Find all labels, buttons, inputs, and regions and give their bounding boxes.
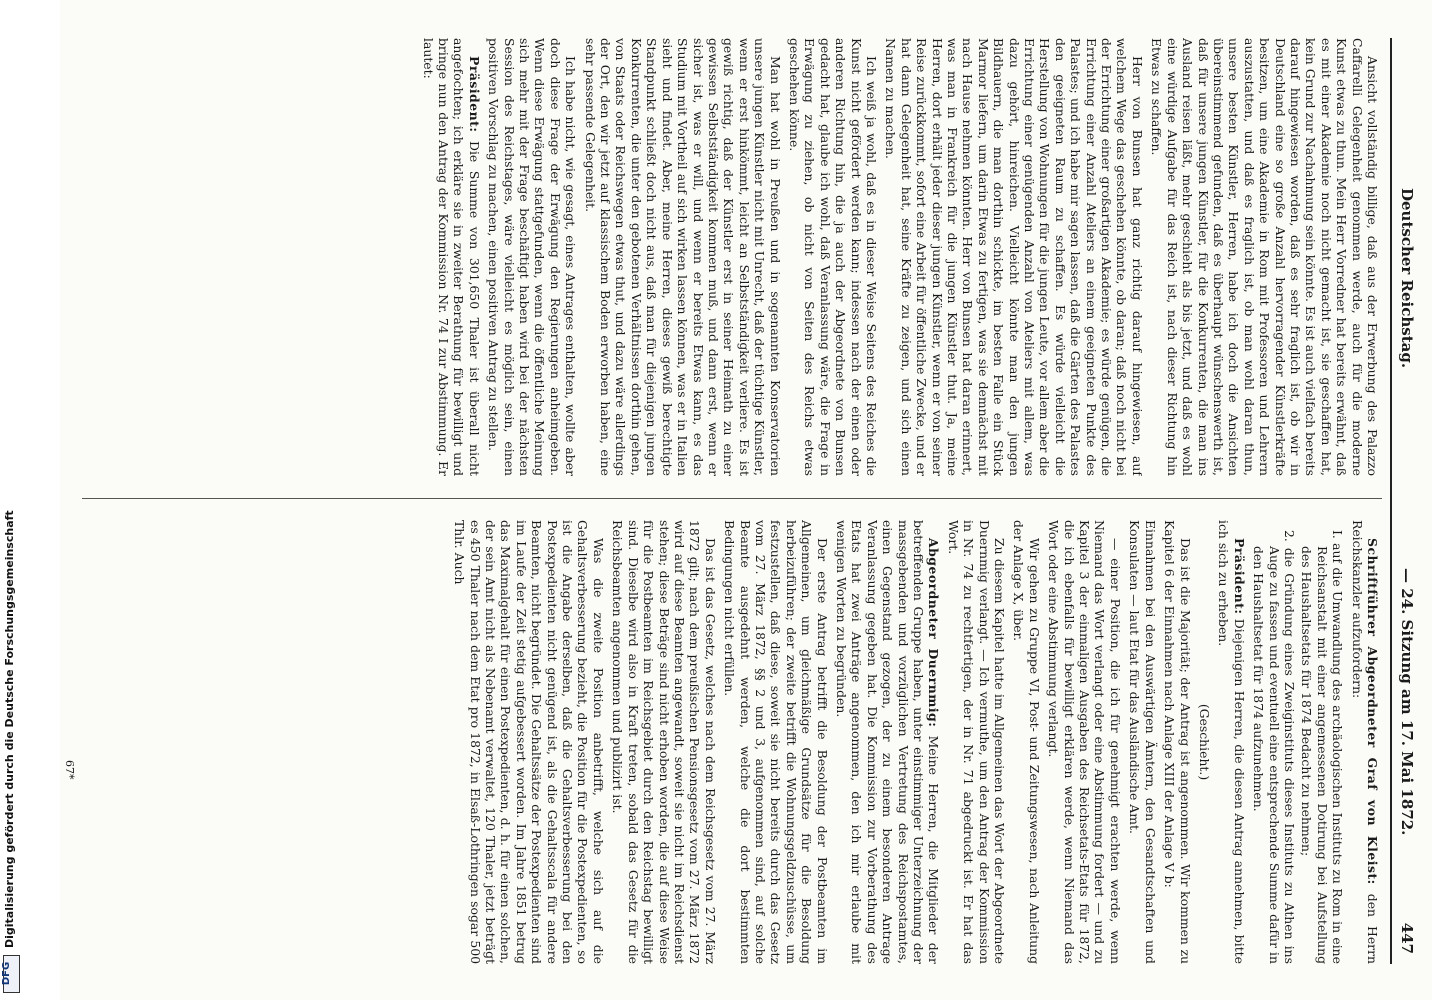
paragraph [1127, 520, 1158, 964]
paragraph-text: Die Summe von 301,650 Thaler ist überall nicht angefochten; ich erkläre sie in zweiter Berathung für bewilligt und bringe nun den Antrag der Kommission Nr. 74 I zur Abstimmung. Er lautet: [420, 38, 482, 476]
paragraph-text: Meine Herren, die Mitglieder der betreffenden Gruppe haben, unter einstimmiger Unterzeichnung der massgebenden und vorzüglichen Vertretung des Reichspostamtes, einen Gegenstand gezogen, der zu einem besonderen Antrage Veranlassung gegeben hat. Die Kommission zur Vorberathung des Etats hat zwei Anträge angenommen, den ich mir erlaube mit wenigen Worten zu begründen. [834, 520, 942, 964]
digitization-credit-strip [0, 0, 24, 1000]
paragraph [486, 38, 578, 476]
dfg-logo [3, 955, 20, 993]
paragraph-text: Einnahmen bei den Auswärtigen Ämtern, den Gesandtschaften und Konsulaten — laut Etat für das Ausländische Amt. [1127, 520, 1158, 964]
paragraph-text: — einer Position, die ich für genehmigt erachten werde, wenn Niemand das Wort verlangt oder eine Abstimmung fordert — und zu Kapitel 3 der einmaligen Ausgaben des Reichsetats-Etats für 1872, die ich ebenfalls für bewilligt erklären werde, wenn Niemand das Wort oder eine Abstimmung verlangt. [1046, 520, 1123, 964]
paragraph [1197, 520, 1212, 964]
speaker-name: Präsident: [466, 56, 482, 133]
paragraph [1046, 520, 1123, 964]
signature-mark: 67* [63, 760, 76, 780]
paragraph [722, 520, 830, 964]
speaker-name: Abgeordneter Duernmig: [926, 538, 942, 728]
speaker-name: Schriftführer Abgeordneter Graf von Kleist: [1365, 538, 1380, 885]
paragraph-text: Zu diesem Kapitel hatte im Allgemeinen das Wort der Abgeordnete Duernmig verlangt. — Ich vermuthe, um den Antrag der Kommission in Nr. 74 zu rechtfertigen, der in Nr. 71 abgedruckt ist. Er hat das Wort. [945, 520, 1008, 964]
paragraph-text: Das ist die Majorität; der Antrag ist angenommen. Wir kommen zu Kapitel 6 der Einnahmen nach Anlage XIII der Anlage V b: [1162, 520, 1193, 964]
paragraph-text: Wir gehen zu Gruppe VI, Post- und Zeitungswesen, nach Anleitung der Anlage X, über. [1011, 520, 1042, 964]
header-session-title: — 24. Sitzung am 17. Mai 1872. [1398, 568, 1416, 836]
digitization-credit-text: Digitalisierung gefördert durch die Deutsche Forschungsgemeinschaft [3, 510, 16, 948]
column-divider [82, 498, 1382, 499]
paragraph [1162, 520, 1193, 964]
paragraph [1349, 520, 1380, 964]
list-item: I. auf die Umwandlung des archäologischen Instituts zu Rom in eine Reichsanstalt mit einer angemessenen Dotirung bei Aufstellung des Haushaltsetats für 1874 Bedacht zu nehmen; [1299, 530, 1346, 964]
list-item: 2. die Gründung eines Zweiginstituts dieses Instituts zu Athen ins Auge zu fassen und eventuell eine entsprechende Summe dafür in den Haushaltsetat für 1874 aufzunehmen. [1251, 530, 1297, 964]
header-publication-title: Deutscher Reichstag. [1398, 188, 1416, 369]
page-number: 447 [1398, 922, 1416, 954]
right-column [90, 520, 1380, 964]
paragraph [610, 520, 718, 964]
paragraph-text: Man hat wohl in Preußen und in sogenannten Konservatorien unsere jungen Künstler nicht mit Unrecht, daß der tüchtige Künstler, wenn er erst hinkömmt, leicht an Selbstständigkeit verliere. Es ist gewiß richtig, daß der Künstler erst in seiner Heimath zu einer gewissen Selbstständigkeit kommen muß, und dann erst, wenn er sicher ist, was er will, und wenn er bereits Etwas kann, es das Studium mit Vortheil auf sich wirken lassen können, was er in Italien sieht und findet. Aber, meine Herren, dieses gewiß berechtigte Standpunkt schließt doch nicht aus, daß man für diejenigen jungen Konkurrenten, die unter den gebotenen Verhältnissen dorthin gehen, von Staats oder Reichswegen etwas thut, und dazu wäre allerdings der Ort, den wir jetzt auf klassischem Boden erworben haben, eine sehr passende Gelegenheit. [582, 38, 783, 476]
paragraph-text: Was die zweite Position anbetrifft, welche sich auf die Gehaltsverbesserung bezieht, die Position für die Postexpedienten, so ist die Angabe derselben, daß die Gehaltsverbesserung bei den Postexpedienten nicht genügend ist, als die Gehaltsscala für andere Beamten, nicht begründet. Die Gehaltssätze der Postexpedienten sind im Laufe der Zeit stetig aufgebessert worden. Im Jahre 1851 betrug das Maximalgehalt für einen Postexpedienten, d. h. für einen solchen, der sein Amt nicht als Nebenamt verwaltet, 120 Thaler, jetzt beträgt es 450 Thaler nach dem Etat pro 1872, in Elsaß-Lothringen sogar 500 Thlr. Auch [452, 520, 606, 964]
paragraph [420, 38, 482, 476]
paragraph [945, 520, 1007, 964]
paragraph-text: Ich habe nicht, wie gesagt, eines Antrages enthalten, wollte aber doch diese Frage der Erwägung den Regierungen anheimgeben. Wenn diese Erwägung stattgefunden, wenn die öffentliche Meinung sich mehr mit der Frage beschäftigt haben wird bei der nächsten Session des Reichstages, wäre vielleicht es möglich sein, einen positiven Vorschlag zu machen, einen positiven Antrag zu stellen. [486, 38, 579, 476]
paragraph [582, 38, 782, 476]
paragraph-text: Ich weiß ja wohl, daß es in dieser Weise Seitens des Reiches die Kunst nicht gefördert werden kann; indessen nach der einen oder anderen Richtung hin, die ja auch der Abgeordnete von Bunsen gedacht hat, glaube ich wohl, daß Veranlassung wäre, die Frage in Erwägung zu ziehen, ob nicht von Seiten des Reichs etwas geschehen könne. [786, 38, 879, 476]
paragraph [1011, 520, 1042, 964]
scanned-page [60, 0, 1432, 1000]
paragraph [1149, 38, 1380, 476]
paragraph-text: den Herrn Reichskanzler aufzufordern: [1349, 520, 1380, 964]
paragraph [787, 38, 879, 476]
paragraph-text: Diejenigen Herren, die diesen Antrag annehmen, bitte ich sich zu erheben. [1216, 520, 1247, 964]
numbered-list [1251, 520, 1345, 964]
paragraph [834, 520, 942, 964]
page-header [1390, 38, 1418, 964]
dfg-logo-text: DFG [1, 961, 13, 986]
paragraph [883, 38, 1145, 476]
paragraph-text: Der erste Antrag betrifft die Besoldung der Postbeamten im Allgemeinen, um gleichmäßige Grundsätze für die Besoldung herbeizuführen; der zweite betrifft die Wohnungsgeldzuschüsse, um festzustellen, daß diese, soweit sie nicht bereits durch das Gesetz vom 27. März 1872, §§ 2 und 3, aufgenommen sind, auf solche Beamte ausgedehnt werden, welche die dort bestimmten Bedingungen nicht erfüllen. [722, 520, 830, 964]
paragraph [452, 520, 606, 964]
paragraph [1216, 520, 1247, 964]
speaker-name: Präsident: [1231, 538, 1247, 615]
paragraph-text: Ansicht vollständig billige, daß aus der Erwerbung des Palazzo Caffarelli Gelegenheit genommen werde, auch für die moderne Kunst etwas zu thun. Mein Herr Vorredner hat bereits erwähnt, daß es mit einer Akademie noch nicht gemacht ist, sie geschaffen hat, kein Grund zur Nachahmung sein könnte. Es ist auch vielfach bereits darauf hingewiesen worden, daß es sehr fraglich ist, ob wir in Deutschland eine so große Anzahl hervorragender Künstlerkräfte besitzen, um eine Akademie in Rom mit Professoren und Lehrern auszustatten, und daß es fraglich ist, ob man wohl daran thun, unsere besten Künstler, Herren, habe ich doch die Ansichten übereinstimmend gefunden, daß es überhaupt wünschenswerth ist, daß für unsere jungen Künstler, für die Konkurrenten, die man ins Ausland reisen läßt, mehr geschieht als bis jetzt, und daß es wohl eine würdige Aufgabe für das Reich ist, nach dieser Richtung hin Etwas zu schaffen. [1149, 38, 1380, 476]
left-column [90, 38, 1380, 476]
paragraph-text: Herr von Bunsen hat ganz richtig darauf hingewiesen, auf welchem Wege das geschehen könnte, ob daran; daß noch nicht bei der Errichtung einer großartigen Akademie; es würde genügen, die Errichtung einer Anzahl Ateliers an einem geeigneten Punkte des Palastes; und ich habe mir sagen lassen, daß die Gärten des Palastes den geeigneten Raum zu schaffen. Es würde vielleicht die Herstellung von Wohnungen für die jungen Leute, vor allem aber die Errichtung einer genügenden Anzahl von Ateliers mit allem, was dazu gehört, hinreichen. Vielleicht könnte man den jungen Bildhauern, die man dorthin schickte, im besten Falle ein Stück Marmor liefern, um darin Etwas zu fertigen, was sie demnächst mit nach Hause nehmen könnten. Herr von Bunsen hat daran erinnert, was man in Frankreich für die jungen Künstler thut. Ja, meine Herren, dort erhält jeder dieser jungen Künstler, wenn er von seiner Reise zurückkommt, sofort eine Arbeit für öffentliche Zwecke, und er hat dann Gelegenheit hat, seine Kräfte zu zeigen, und sich einen Namen zu machen. [883, 38, 1145, 476]
paragraph-text: (Geschieht.) [1196, 703, 1212, 781]
paragraph-text: Das ist das Gesetz, welches nach dem Reichsgesetz vom 27. März 1872 gilt; nach dem preußischen Pensionsgesetz vom 27. März 1872 wird auf diese Beamten angewandt, soweit sie nicht im Reichsdienst stehen; diese Beträge sind nicht erhoben worden, die auf diese Weise für die Postbeamten im Reichsgebiet durch den Reichstag bewilligt sind. Dieselbe wird also in Kraft treten, sobald das Gesetz für die Reichsbeamten angenommen und publizirt ist. [610, 520, 718, 964]
